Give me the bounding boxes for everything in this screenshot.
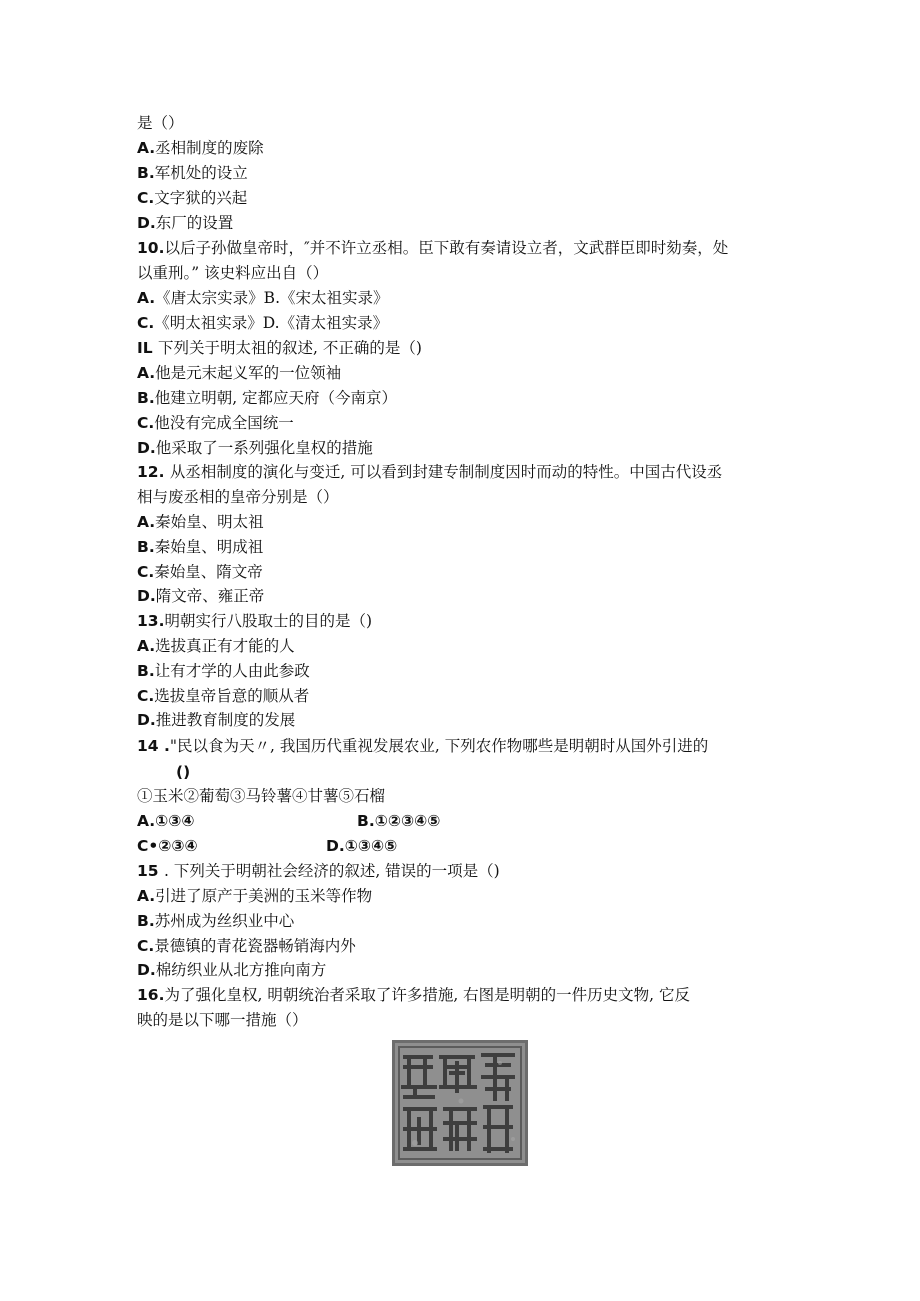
- line-text: 引进了原产于美洲的玉米等作物: [155, 887, 373, 905]
- line-prefix: B.: [137, 662, 155, 680]
- text-line-30: [137, 886, 372, 906]
- line-prefix: A.: [137, 139, 156, 157]
- text-line-25: [137, 710, 295, 730]
- line-prefix: C.: [137, 687, 155, 705]
- line-prefix: B.: [137, 912, 155, 930]
- text-line-19: [137, 562, 263, 582]
- line-prefix: A.: [137, 887, 156, 905]
- line-text: 明朝实行八股取士的目的是（): [164, 612, 373, 630]
- line-prefix: D.: [137, 439, 156, 457]
- line-prefix: D.: [137, 711, 156, 729]
- line-text: 丞相制度的废除: [155, 139, 264, 157]
- text-line-18: [137, 537, 263, 557]
- text-line-27: [176, 762, 190, 782]
- text-line-14: [137, 438, 373, 458]
- q14-option-d: D.①③④⑤: [326, 837, 398, 855]
- text-line-12: [137, 388, 397, 408]
- line-text: 景德镇的青花瓷器畅销海内外: [154, 937, 356, 955]
- q14-option-b: B.①②③④⑤: [357, 812, 441, 830]
- line-text: 棉纺织业从北方推向南方: [155, 961, 327, 979]
- text-line-8: [137, 288, 389, 308]
- text-line-20: [137, 586, 264, 606]
- line-text: 相与废丞相的皇帝分别是（）: [137, 488, 339, 506]
- text-line-23: [137, 661, 310, 681]
- line-text: 以重刑。” 该史料应出自（）: [137, 264, 329, 282]
- q14-option-a: A.①③④: [137, 812, 195, 830]
- line-prefix: C.: [137, 563, 155, 581]
- line-text: 军机处的设立: [154, 164, 248, 182]
- text-line-29: [137, 861, 500, 881]
- text-line-5: [137, 213, 233, 233]
- line-text: 《唐太宗实录》B.《宋太祖实录》: [155, 289, 389, 307]
- text-line-1: [137, 113, 184, 133]
- line-text: 为了强化皇权, 明朝统治者采取了许多措施, 右图是明朝的一件历史文物, 它反: [164, 986, 691, 1004]
- line-prefix: 13.: [137, 612, 165, 630]
- line-text: "民以食为天〃, 我国历代重视发展农业, 下列农作物哪些是明朝时从国外引进的: [169, 737, 709, 755]
- line-prefix: 10.: [137, 239, 165, 257]
- text-line-11: [137, 363, 341, 383]
- text-line-28: [137, 786, 385, 806]
- line-prefix: 16.: [137, 986, 165, 1004]
- line-text: 从丞相制度的演化与变迁, 可以看到封建专制制度因时而动的特性。中国古代设丞: [169, 463, 723, 481]
- line-text: 选拔真正有才能的人: [155, 637, 295, 655]
- line-prefix: D.: [137, 961, 156, 979]
- line-text: 映的是以下哪一措施（）: [137, 1011, 308, 1029]
- line-text: 文字狱的兴起: [154, 189, 248, 207]
- line-text: 选拔皇帝旨意的顺从者: [154, 687, 310, 705]
- text-line-24: [137, 686, 309, 706]
- line-prefix: D.: [137, 214, 156, 232]
- text-line-7: [137, 263, 328, 283]
- line-prefix: A.: [137, 289, 156, 307]
- q14-option-c: C•②③④: [137, 837, 198, 855]
- line-prefix: A.: [137, 637, 156, 655]
- seal-glyphs-icon: [395, 1043, 525, 1163]
- text-line-33: [137, 960, 326, 980]
- line-text: ①玉米②葡萄③马铃薯④甘薯⑤石榴: [137, 787, 386, 805]
- line-prefix: A.: [137, 513, 156, 531]
- line-prefix: B.: [137, 164, 155, 182]
- seal-stamp-image: [392, 1040, 528, 1166]
- text-line-17: [137, 512, 264, 532]
- text-line-15: [137, 462, 722, 482]
- line-text: 他建立明朝, 定都应天府（今南京）: [154, 389, 398, 407]
- line-text: (): [176, 763, 191, 781]
- line-prefix: B.: [137, 389, 155, 407]
- line-text: 他采取了一系列强化皇权的措施: [155, 439, 373, 457]
- line-prefix: D.: [137, 587, 156, 605]
- text-line-21: [137, 611, 372, 631]
- line-text: 苏州成为丝织业中心: [154, 912, 295, 930]
- text-line-34: [137, 985, 690, 1005]
- line-text: 秦始皇、明成祖: [154, 538, 264, 556]
- line-prefix: C.: [137, 937, 155, 955]
- line-text: 秦始皇、隋文帝: [154, 563, 263, 581]
- text-line-26: [137, 736, 708, 756]
- line-prefix: A.: [137, 364, 156, 382]
- text-line-31: [137, 911, 294, 931]
- line-prefix: IL: [137, 339, 159, 357]
- text-line-35: [137, 1010, 308, 1030]
- line-prefix: C.: [137, 414, 155, 432]
- text-line-3: [137, 163, 248, 183]
- text-line-16: [137, 487, 339, 507]
- line-prefix: C.: [137, 314, 155, 332]
- line-text: 他没有完成全国统一: [154, 414, 294, 432]
- line-text: 《明太祖实录》D.《清太祖实录》: [154, 314, 389, 332]
- line-prefix: C.: [137, 189, 155, 207]
- line-text: 是（）: [137, 114, 184, 132]
- line-prefix: 12.: [137, 463, 170, 481]
- text-line-13: [137, 413, 294, 433]
- line-prefix: B.: [137, 538, 155, 556]
- line-text: 东厂的设置: [155, 214, 234, 232]
- text-line-4: [137, 188, 247, 208]
- text-line-2: [137, 138, 264, 158]
- line-text: . 下列关于明朝社会经济的叙述, 错误的一项是（): [163, 862, 500, 880]
- line-text: 秦始皇、明太祖: [155, 513, 264, 531]
- text-line-22: [137, 636, 295, 656]
- line-prefix: 15: [137, 862, 164, 880]
- text-line-6: [137, 238, 728, 258]
- line-text: 让有才学的人由此参政: [154, 662, 310, 680]
- line-prefix: 14 .: [137, 737, 170, 755]
- line-text: 他是元末起义军的一位领袖: [155, 364, 342, 382]
- line-text: 下列关于明太祖的叙述, 不正确的是（): [158, 339, 422, 357]
- text-line-9: [137, 313, 388, 333]
- text-line-32: [137, 936, 356, 956]
- line-text: 隋文帝、雍正帝: [155, 587, 265, 605]
- line-text: 以后子孙做皇帝时，″并不许立丞相。臣下敢有奏请设立者，文武群臣即时劾奏，处: [164, 239, 729, 257]
- text-line-10: [137, 338, 422, 358]
- line-text: 推进教育制度的发展: [155, 711, 296, 729]
